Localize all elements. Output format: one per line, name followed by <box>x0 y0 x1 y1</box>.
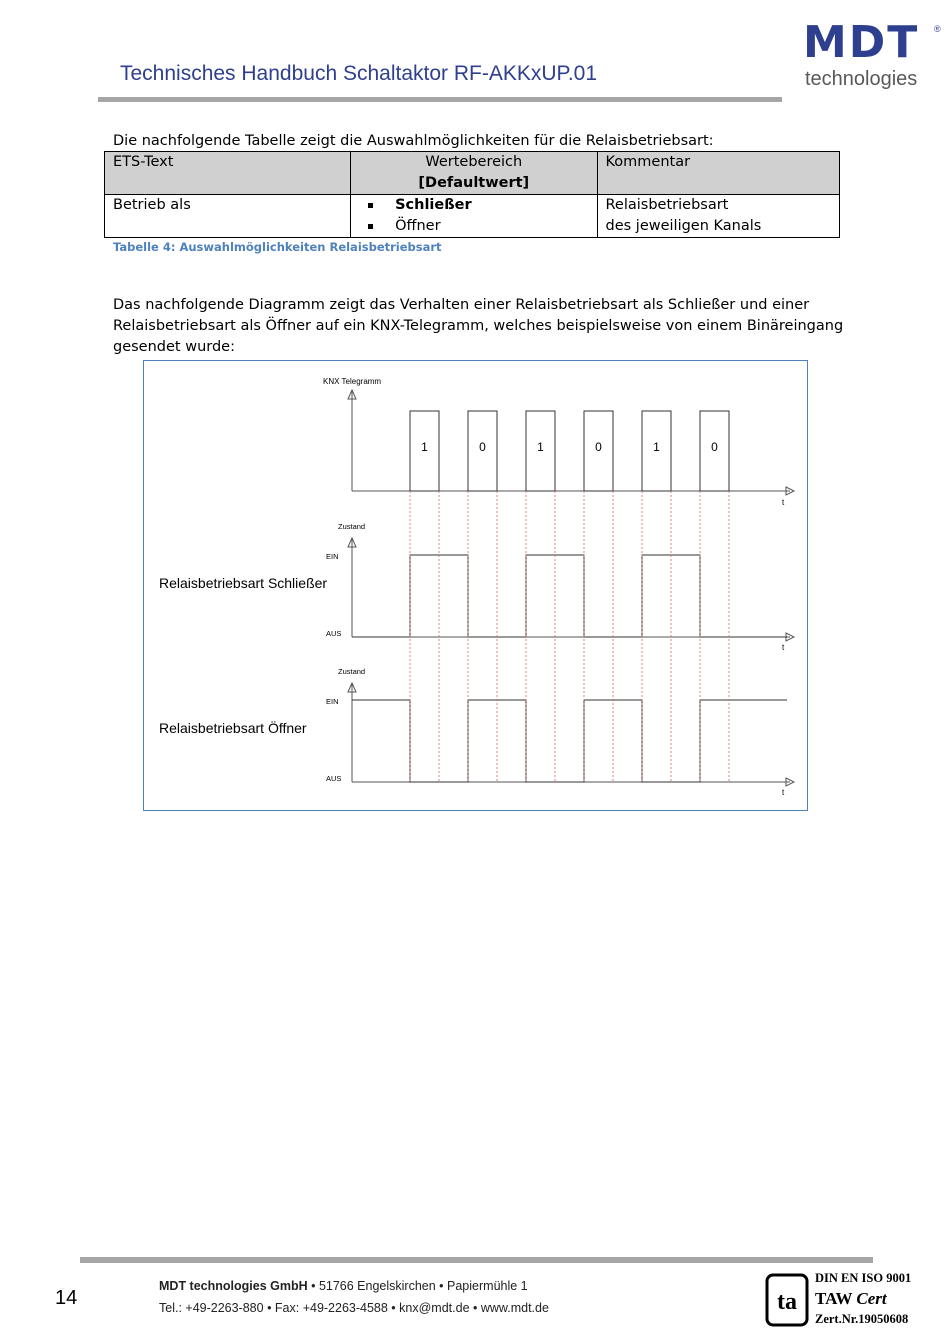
page-number: 14 <box>55 1287 78 1309</box>
option-closer-default: Schließer <box>395 195 588 216</box>
mdt-logo <box>803 17 943 96</box>
cell-ets-text: Betrieb als <box>105 195 351 238</box>
paragraph-line-3: gesendet wurde: <box>113 339 235 355</box>
footer-contact-line: Tel.: +49-2263-880 • Fax: +49-2263-4588 • knx@mdt.de • www.mdt.de <box>159 1301 549 1315</box>
table-row <box>105 195 840 238</box>
opener-state-axis-label: Zustand <box>338 667 366 676</box>
cert-number: Zert.Nr.19050608 <box>815 1312 909 1326</box>
closer-state-axis-label: Zustand <box>338 522 366 531</box>
closer-on-label: EIN <box>326 552 339 561</box>
cert-issuer-cert: Cert <box>856 1289 887 1308</box>
logo-subtext: technologies <box>805 68 918 90</box>
table-intro-text: Die nachfolgende Tabelle zeigt die Auswahlmöglichkeiten für die Relaisbetriebsart: <box>113 133 714 149</box>
telegram-value-label: 0 <box>711 440 718 454</box>
cell-options <box>351 195 597 238</box>
telegram-axis-label: KNX Telegramm <box>323 377 382 386</box>
comment-line-1: Relaisbetriebsart <box>605 197 729 213</box>
paragraph-line-2: Relaisbetriebsart als Öffner auf ein KNX-Telegramm, welches beispielsweise von einem Binäreingang <box>113 318 844 334</box>
footer-divider <box>80 1257 873 1263</box>
table-caption: Tabelle 4: Auswahlmöglichkeiten Relaisbetriebsart <box>113 240 442 254</box>
telegram-value-label: 0 <box>479 440 486 454</box>
options-table <box>104 151 840 238</box>
comment-line-2: des jeweiligen Kanals <box>605 218 762 234</box>
opener-on-label: EIN <box>326 697 339 706</box>
footer-address-line <box>159 1279 528 1293</box>
opener-time-label: t <box>782 788 785 797</box>
logo-wordmark: MDT <box>803 17 920 68</box>
telegram-value-label: 1 <box>537 440 544 454</box>
header-default-label: [Defaultwert] <box>418 175 530 191</box>
opener-state-waveform <box>352 700 787 782</box>
cert-issuer-name: TAW <box>815 1289 857 1308</box>
iso-certification-badge <box>765 1271 930 1331</box>
closer-state-waveform <box>352 555 787 637</box>
option-opener: Öffner <box>395 216 588 237</box>
telegram-value-label: 1 <box>653 440 660 454</box>
cert-standard: DIN EN ISO 9001 <box>815 1271 912 1285</box>
telegram-pulses <box>410 411 729 491</box>
cert-logo-letters: ta <box>777 1289 797 1315</box>
telegram-value-label: 0 <box>595 440 602 454</box>
header-value-range <box>351 152 597 195</box>
cert-issuer <box>815 1289 887 1309</box>
header-value-range-label: Wertebereich <box>425 154 523 170</box>
header-divider <box>98 97 782 102</box>
footer-address: • 51766 Engelskirchen • Papiermühle 1 <box>307 1279 528 1293</box>
table-header-row <box>105 152 840 195</box>
telegram-value-label: 1 <box>421 440 428 454</box>
opener-off-label: AUS <box>326 774 342 783</box>
header-comment: Kommentar <box>597 152 840 195</box>
registered-mark: ® <box>934 24 941 34</box>
opener-title: Relaisbetriebsart Öffner <box>159 720 307 736</box>
page-header-title: Technisches Handbuch Schaltaktor RF-AKKxUP.01 <box>120 62 598 85</box>
closer-off-label: AUS <box>326 629 342 638</box>
timing-diagram-svg <box>144 361 806 809</box>
relay-mode-diagram <box>143 360 808 811</box>
header-ets-text: ETS-Text <box>105 152 351 195</box>
taw-cert-logo-icon <box>765 1273 813 1329</box>
footer-company: MDT technologies GmbH <box>159 1279 308 1293</box>
paragraph-line-1: Das nachfolgende Diagramm zeigt das Verhalten einer Relaisbetriebsart als Schließer und einer <box>113 297 810 313</box>
telegram-time-label: t <box>782 498 785 507</box>
closer-time-label: t <box>782 643 785 652</box>
cell-comment <box>597 195 840 238</box>
diagram-intro-paragraph <box>113 295 843 358</box>
closer-title: Relaisbetriebsart Schließer <box>159 575 328 591</box>
